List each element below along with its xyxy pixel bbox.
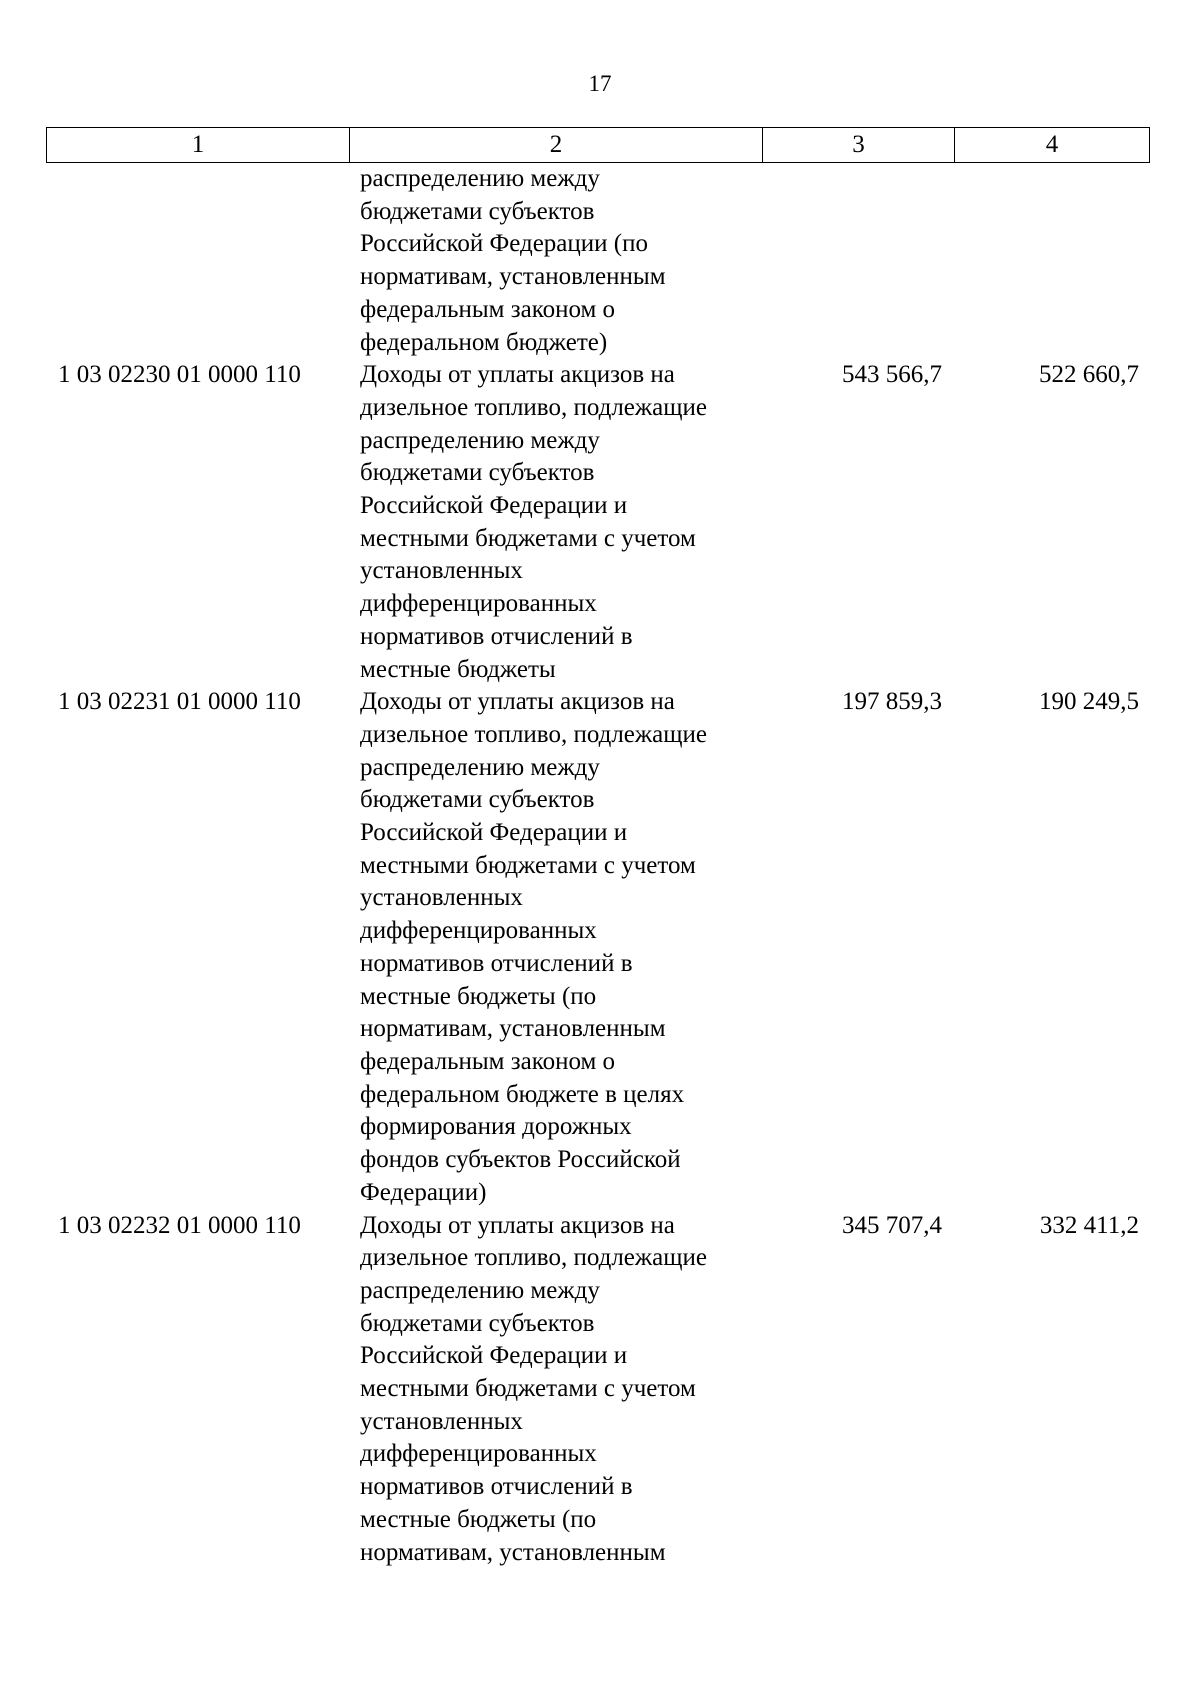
table-row <box>46 163 1149 359</box>
amount-col-4: 332 411,2 <box>1039 1211 1139 1239</box>
description-line: нормативов отчислений в <box>360 1473 633 1501</box>
description-line: Российской Федерации и <box>360 492 628 520</box>
description-line: установленных <box>360 557 523 585</box>
amount-col-4: 522 660,7 <box>1039 361 1139 389</box>
amount-col-3: 345 707,4 <box>842 1211 942 1239</box>
header-col-4: 4 <box>955 128 1150 163</box>
table-row <box>46 1210 1149 1570</box>
table-row <box>46 686 1149 1209</box>
column-number-header <box>46 127 1150 163</box>
income-description <box>349 163 762 359</box>
description-line: местными бюджетами с учетом <box>360 1375 696 1403</box>
budget-code: 1 03 02232 01 0000 110 <box>58 1211 301 1239</box>
table-body <box>46 163 1149 1569</box>
description-line: Доходы от уплаты акцизов на <box>360 688 675 716</box>
description-line: местными бюджетами с учетом <box>360 524 696 552</box>
income-description <box>349 359 762 686</box>
description-line: Российской Федерации (по <box>360 230 648 258</box>
description-line: федеральном бюджете) <box>360 328 608 356</box>
description-line: местные бюджеты <box>360 655 556 683</box>
description-line: нормативам, установленным <box>360 263 666 291</box>
description-line: дифференцированных <box>360 917 597 945</box>
description-line: дифференцированных <box>360 590 597 618</box>
description-line: бюджетами субъектов <box>360 197 595 225</box>
header-row <box>47 128 1150 163</box>
description-line: дизельное топливо, подлежащие <box>360 720 707 748</box>
amount-col-3: 197 859,3 <box>842 688 942 716</box>
amount-col-3: 543 566,7 <box>842 361 942 389</box>
income-description <box>349 1210 762 1570</box>
description-line: местные бюджеты (по <box>360 1505 597 1533</box>
description-line: распределению между <box>360 753 600 781</box>
description-line: распределению между <box>360 1276 600 1304</box>
description-line: нормативам, установленным <box>360 1538 666 1566</box>
description-line: установленных <box>360 1407 523 1435</box>
description-line: нормативам, установленным <box>360 1015 666 1043</box>
description-line: бюджетами субъектов <box>360 1309 595 1337</box>
description-line: местными бюджетами с учетом <box>360 851 696 879</box>
budget-code: 1 03 02231 01 0000 110 <box>58 688 301 716</box>
description-line: бюджетами субъектов <box>360 786 595 814</box>
description-line: фондов субъектов Российской <box>360 1146 681 1174</box>
description-line: федеральном бюджете в целях <box>360 1080 685 1108</box>
header-col-3: 3 <box>763 128 955 163</box>
table-row <box>46 359 1149 686</box>
description-line: Федерации) <box>360 1178 487 1206</box>
budget-code: 1 03 02230 01 0000 110 <box>58 361 301 389</box>
description-line: дизельное топливо, подлежащие <box>360 393 707 421</box>
description-line: дизельное топливо, подлежащие <box>360 1244 707 1272</box>
description-line: Российской Федерации и <box>360 1342 628 1370</box>
description-line: Российской Федерации и <box>360 819 628 847</box>
description-line: Доходы от уплаты акцизов на <box>360 1211 675 1239</box>
description-line: федеральным законом о <box>360 1047 616 1075</box>
description-line: нормативов отчислений в <box>360 622 633 650</box>
income-description <box>349 686 762 1209</box>
header-col-2: 2 <box>350 128 763 163</box>
description-line: федеральным законом о <box>360 295 616 323</box>
amount-col-4: 190 249,5 <box>1039 688 1139 716</box>
description-line: дифференцированных <box>360 1440 597 1468</box>
description-line: установленных <box>360 884 523 912</box>
description-line: распределению между <box>360 165 600 192</box>
description-line: формирования дорожных <box>360 1113 632 1141</box>
description-line: распределению между <box>360 426 600 454</box>
header-col-1: 1 <box>47 128 350 163</box>
page-number: 17 <box>588 71 612 96</box>
description-line: Доходы от уплаты акцизов на <box>360 361 675 389</box>
description-line: местные бюджеты (по <box>360 982 597 1010</box>
description-line: бюджетами субъектов <box>360 459 595 487</box>
description-line: нормативов отчислений в <box>360 949 633 977</box>
